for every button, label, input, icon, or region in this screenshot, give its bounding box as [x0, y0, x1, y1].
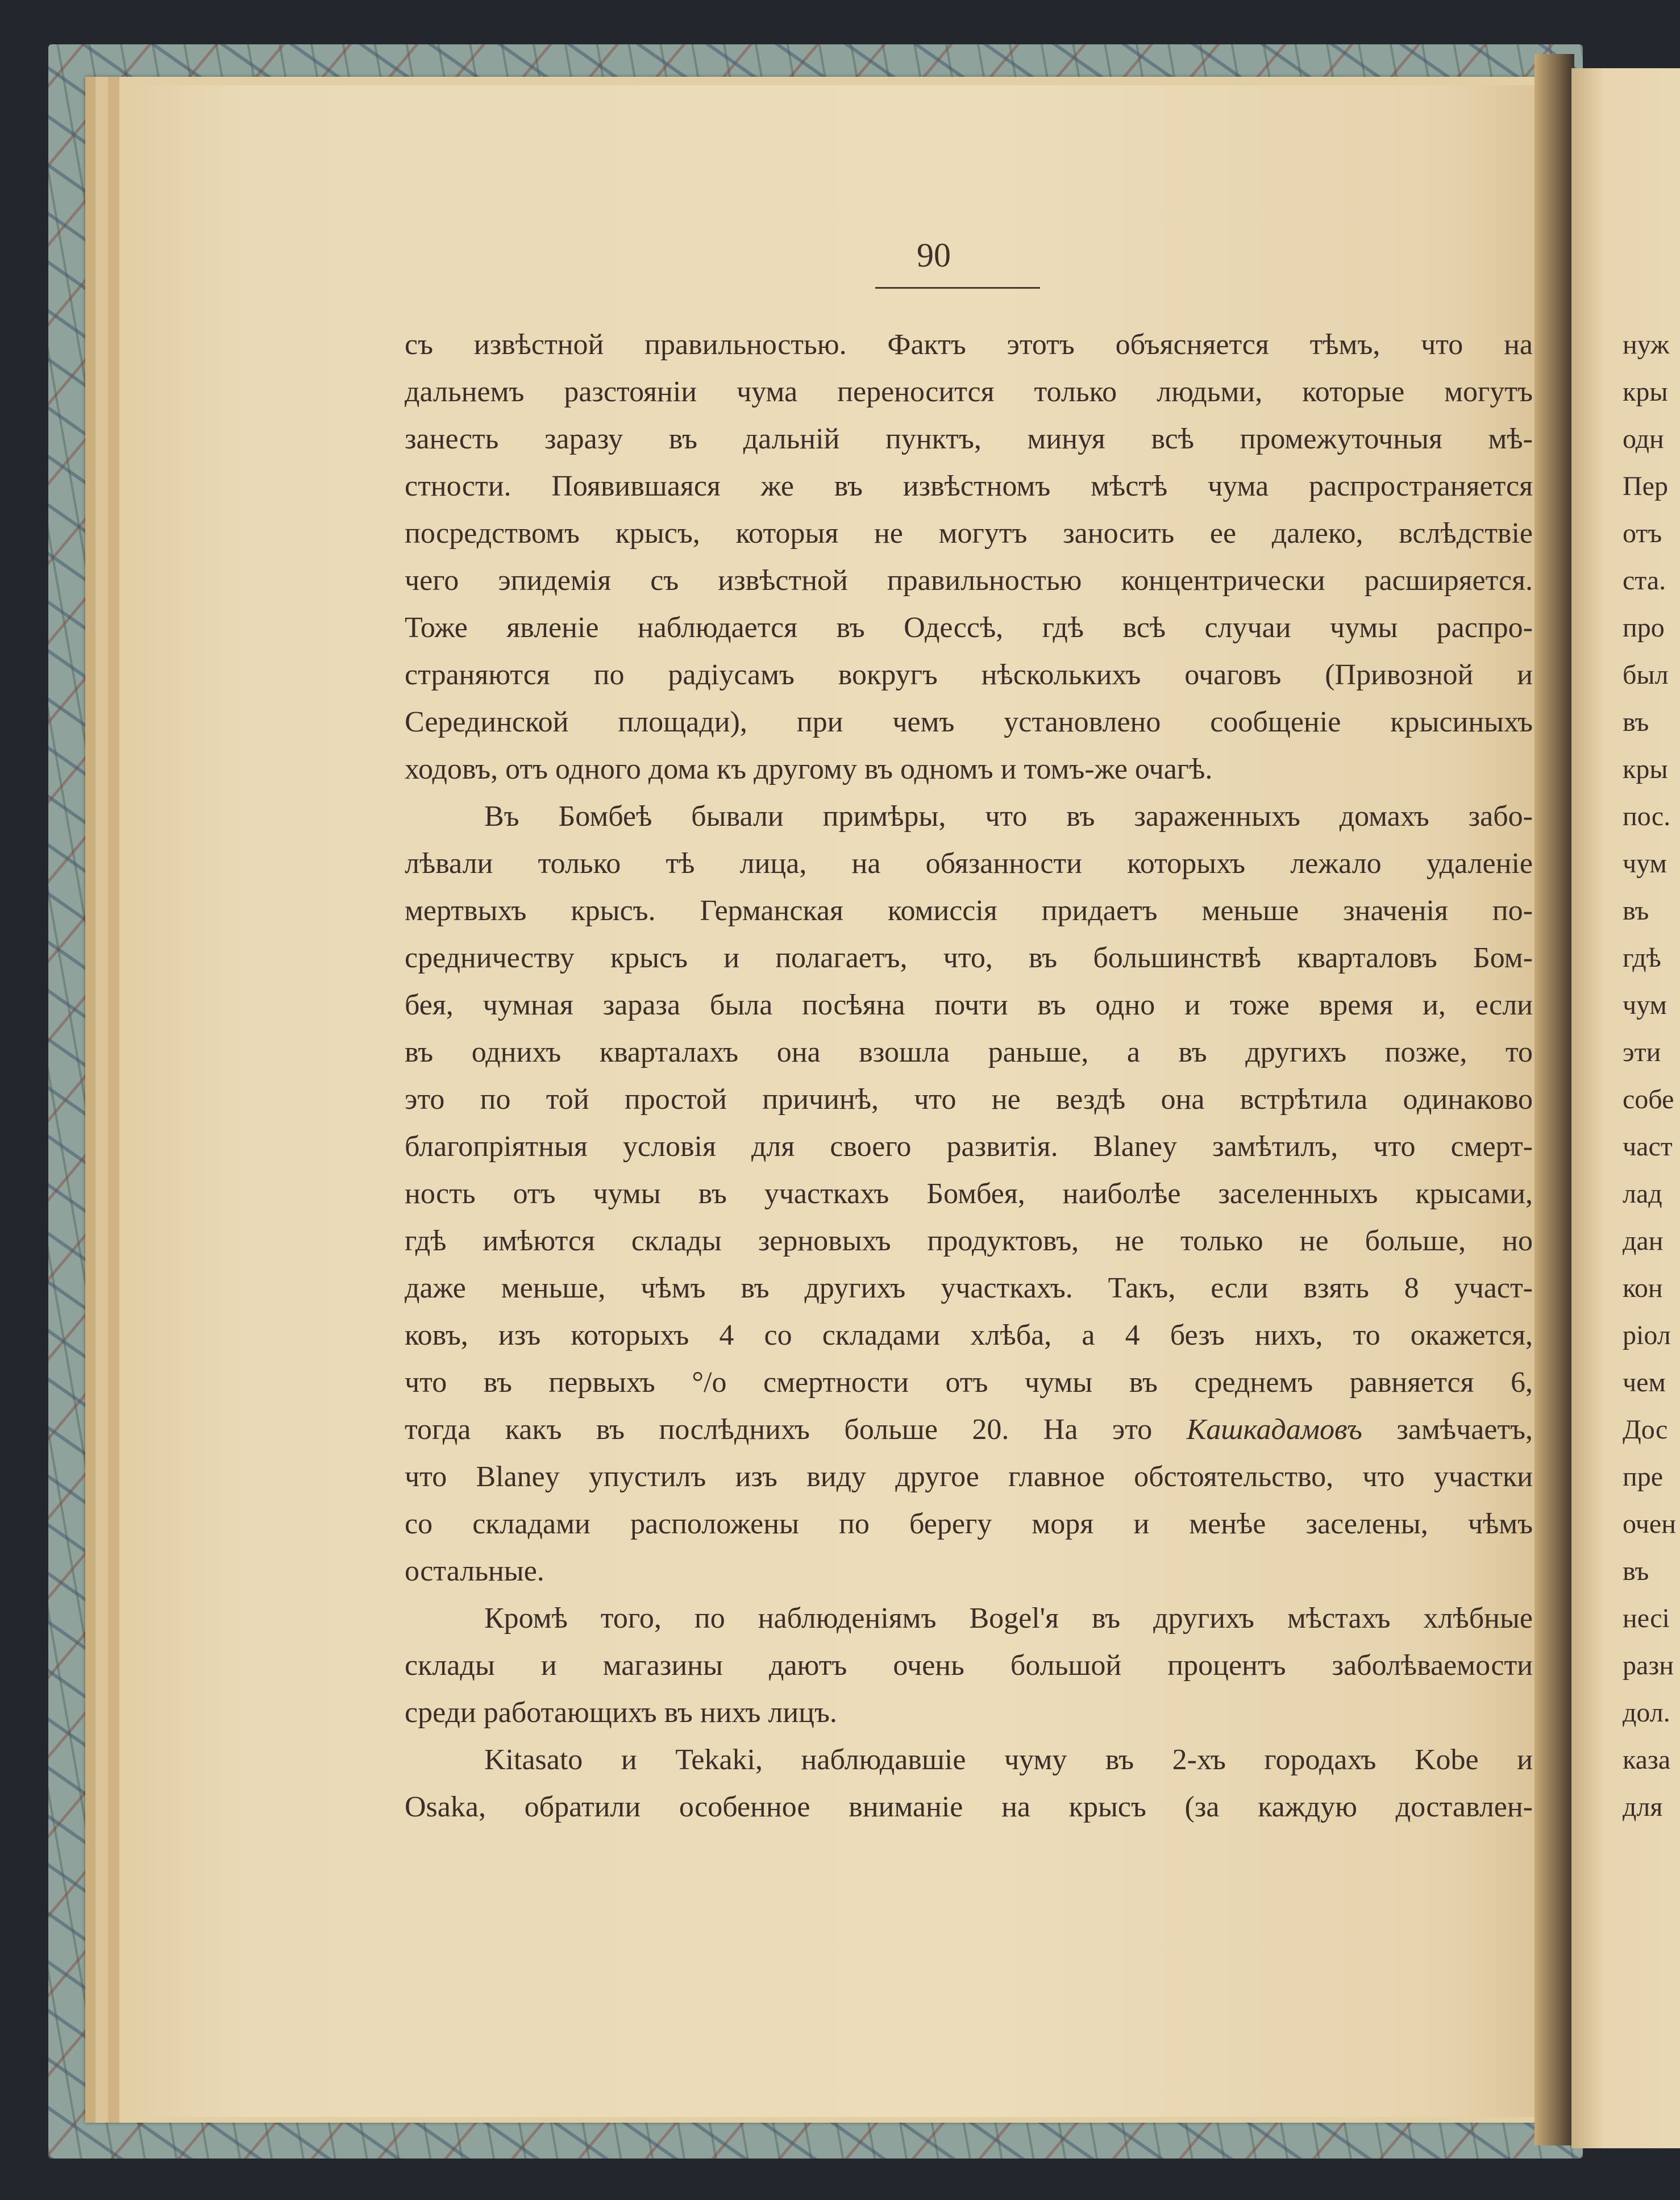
- text-span: замѣчаетъ,: [1396, 1413, 1533, 1446]
- next-page-fragment: дан: [1623, 1226, 1664, 1256]
- next-page-fragment: гдѣ: [1623, 943, 1661, 973]
- next-page-fragment: очен: [1623, 1509, 1676, 1539]
- next-page-fragment: отъ: [1623, 518, 1662, 548]
- text-line: занесть заразу въ дальній пунктъ, минуя всѣ промежуточныя мѣ-: [405, 423, 1533, 455]
- text-line: Osaka, обратили особенное вниманіе на крысъ (за каждую доставлен-: [405, 1791, 1533, 1823]
- next-page-fragment: част: [1623, 1132, 1673, 1162]
- text-line: со складами расположены по берегу моря и менѣе заселены, чѣмъ: [405, 1508, 1533, 1540]
- next-page-fragment: пре: [1623, 1462, 1663, 1492]
- text-line: Кромѣ того, по наблюденіямъ Bogel'я въ другихъ мѣстахъ хлѣбные: [484, 1602, 1533, 1635]
- next-page-fragment: кры: [1623, 377, 1668, 407]
- next-page-fragment: лад: [1623, 1179, 1662, 1209]
- text-line: Kitasato и Tekaki, наблюдавшіе чуму въ 2-хъ городахъ Kobe и: [484, 1744, 1533, 1776]
- text-line: ность отъ чумы въ участкахъ Бомбея, наиболѣе заселенныхъ крысами,: [405, 1178, 1533, 1210]
- next-page-fragment: чум: [1623, 990, 1667, 1020]
- next-page-fragment: въ: [1623, 707, 1649, 737]
- text-line-with-italic: [405, 1406, 1533, 1453]
- next-page-fragment: Дос: [1623, 1415, 1668, 1445]
- next-page-fragment: для: [1623, 1792, 1663, 1822]
- page-number: 90: [917, 236, 951, 274]
- next-page-fragment: чум: [1623, 849, 1667, 879]
- next-page-fragment: въ: [1623, 896, 1649, 926]
- text-line: что Blaney упустилъ изъ виду другое главное обстоятельство, что участки: [405, 1461, 1533, 1493]
- next-page-fragment: эти: [1623, 1037, 1661, 1067]
- next-page-fragment: Пер: [1623, 471, 1668, 501]
- text-line: склады и магазины даютъ очень большой процентъ заболѣваемости: [405, 1649, 1533, 1682]
- text-line: Въ Бомбеѣ бывали примѣры, что въ зараженныхъ домахъ забо-: [484, 800, 1533, 833]
- text-line: посредствомъ крысъ, которыя не могутъ заносить ее далеко, вслѣдствіе: [405, 517, 1533, 550]
- text-line: остальные.: [405, 1555, 544, 1587]
- next-page-fragment: дол.: [1623, 1698, 1670, 1728]
- next-page-fragment: ріол: [1623, 1320, 1671, 1350]
- text-line: средничеству крысъ и полагаетъ, что, въ большинствѣ кварталовъ Бом-: [405, 942, 1533, 974]
- text-line: Серединской площади), при чемъ установлено сообщеніе крысиныхъ: [405, 706, 1533, 738]
- text-line: гдѣ имѣются склады зерновыхъ продуктовъ, не только не больше, но: [405, 1225, 1533, 1257]
- next-page-text: [1623, 321, 1680, 1831]
- next-page-fragment: кры: [1623, 754, 1668, 784]
- next-page-fragment: ста.: [1623, 565, 1666, 596]
- italic-author-name: Кашкадамовъ: [1186, 1413, 1362, 1446]
- text-line: среди работающихъ въ нихъ лицъ.: [405, 1696, 837, 1729]
- text-span: тогда какъ въ послѣднихъ больше 20. На это: [405, 1413, 1153, 1446]
- next-page-fragment: каза: [1623, 1745, 1671, 1775]
- text-line: мертвыхъ крысъ. Германская комиссія придаетъ меньше значенія по-: [405, 895, 1533, 927]
- next-page-fragment: кон: [1623, 1273, 1663, 1303]
- text-line: въ однихъ кварталахъ она взошла раньше, а въ другихъ позже, то: [405, 1036, 1533, 1068]
- text-line: ковъ, изъ которыхъ 4 со складами хлѣба, а 4 безъ нихъ, то окажется,: [405, 1319, 1533, 1351]
- text-line: чего эпидемія съ извѣстной правильностью концентрически расширяется.: [405, 564, 1533, 597]
- text-line: даже меньше, чѣмъ въ другихъ участкахъ. Такъ, если взять 8 участ-: [405, 1272, 1533, 1304]
- text-line: стности. Появившаяся же въ извѣстномъ мѣстѣ чума распространяется: [405, 470, 1533, 502]
- next-page-fragment: собе: [1623, 1084, 1674, 1114]
- page-number-rule: [875, 287, 1040, 289]
- text-line: бея, чумная зараза была посѣяна почти въ одно и тоже время и, если: [405, 989, 1533, 1021]
- page-text: [405, 321, 1533, 1831]
- next-page-fragment: чем: [1623, 1367, 1666, 1398]
- next-page-fragment: про: [1623, 613, 1665, 643]
- next-page-fragment: одн: [1623, 424, 1664, 454]
- text-line: что въ первыхъ °/o смертности отъ чумы въ среднемъ равняется 6,: [405, 1366, 1533, 1399]
- text-line: это по той простой причинѣ, что не вездѣ она встрѣтила одинаково: [405, 1083, 1533, 1116]
- next-page-fragment: разн: [1623, 1650, 1674, 1681]
- text-line: дальнемъ разстояніи чума переносится только людьми, которые могутъ: [405, 376, 1533, 408]
- next-page-fragment: был: [1623, 660, 1669, 690]
- next-page-fragment: несі: [1623, 1603, 1670, 1633]
- text-line: лѣвали только тѣ лица, на обязанности которыхъ лежало удаленіе: [405, 847, 1533, 880]
- text-line: Тоже явленіе наблюдается въ Одессѣ, гдѣ всѣ случаи чумы распро-: [405, 612, 1533, 644]
- next-page-fragment: нуж: [1623, 330, 1670, 360]
- text-line: страняются по радіусамъ вокругъ нѣсколькихъ очаговъ (Привозной и: [405, 659, 1533, 691]
- text-line: ходовъ, отъ одного дома къ другому въ одномъ и томъ-же очагѣ.: [405, 753, 1213, 785]
- text-line: съ извѣстной правильностью. Фактъ этотъ объясняется тѣмъ, что на: [405, 328, 1533, 361]
- next-page-fragment: въ: [1623, 1556, 1649, 1586]
- text-line: благопріятныя условія для своего развитія. Blaney замѣтилъ, что смерт-: [405, 1130, 1533, 1163]
- next-page-fragment: пос.: [1623, 801, 1671, 831]
- book-spine: [1535, 54, 1574, 2145]
